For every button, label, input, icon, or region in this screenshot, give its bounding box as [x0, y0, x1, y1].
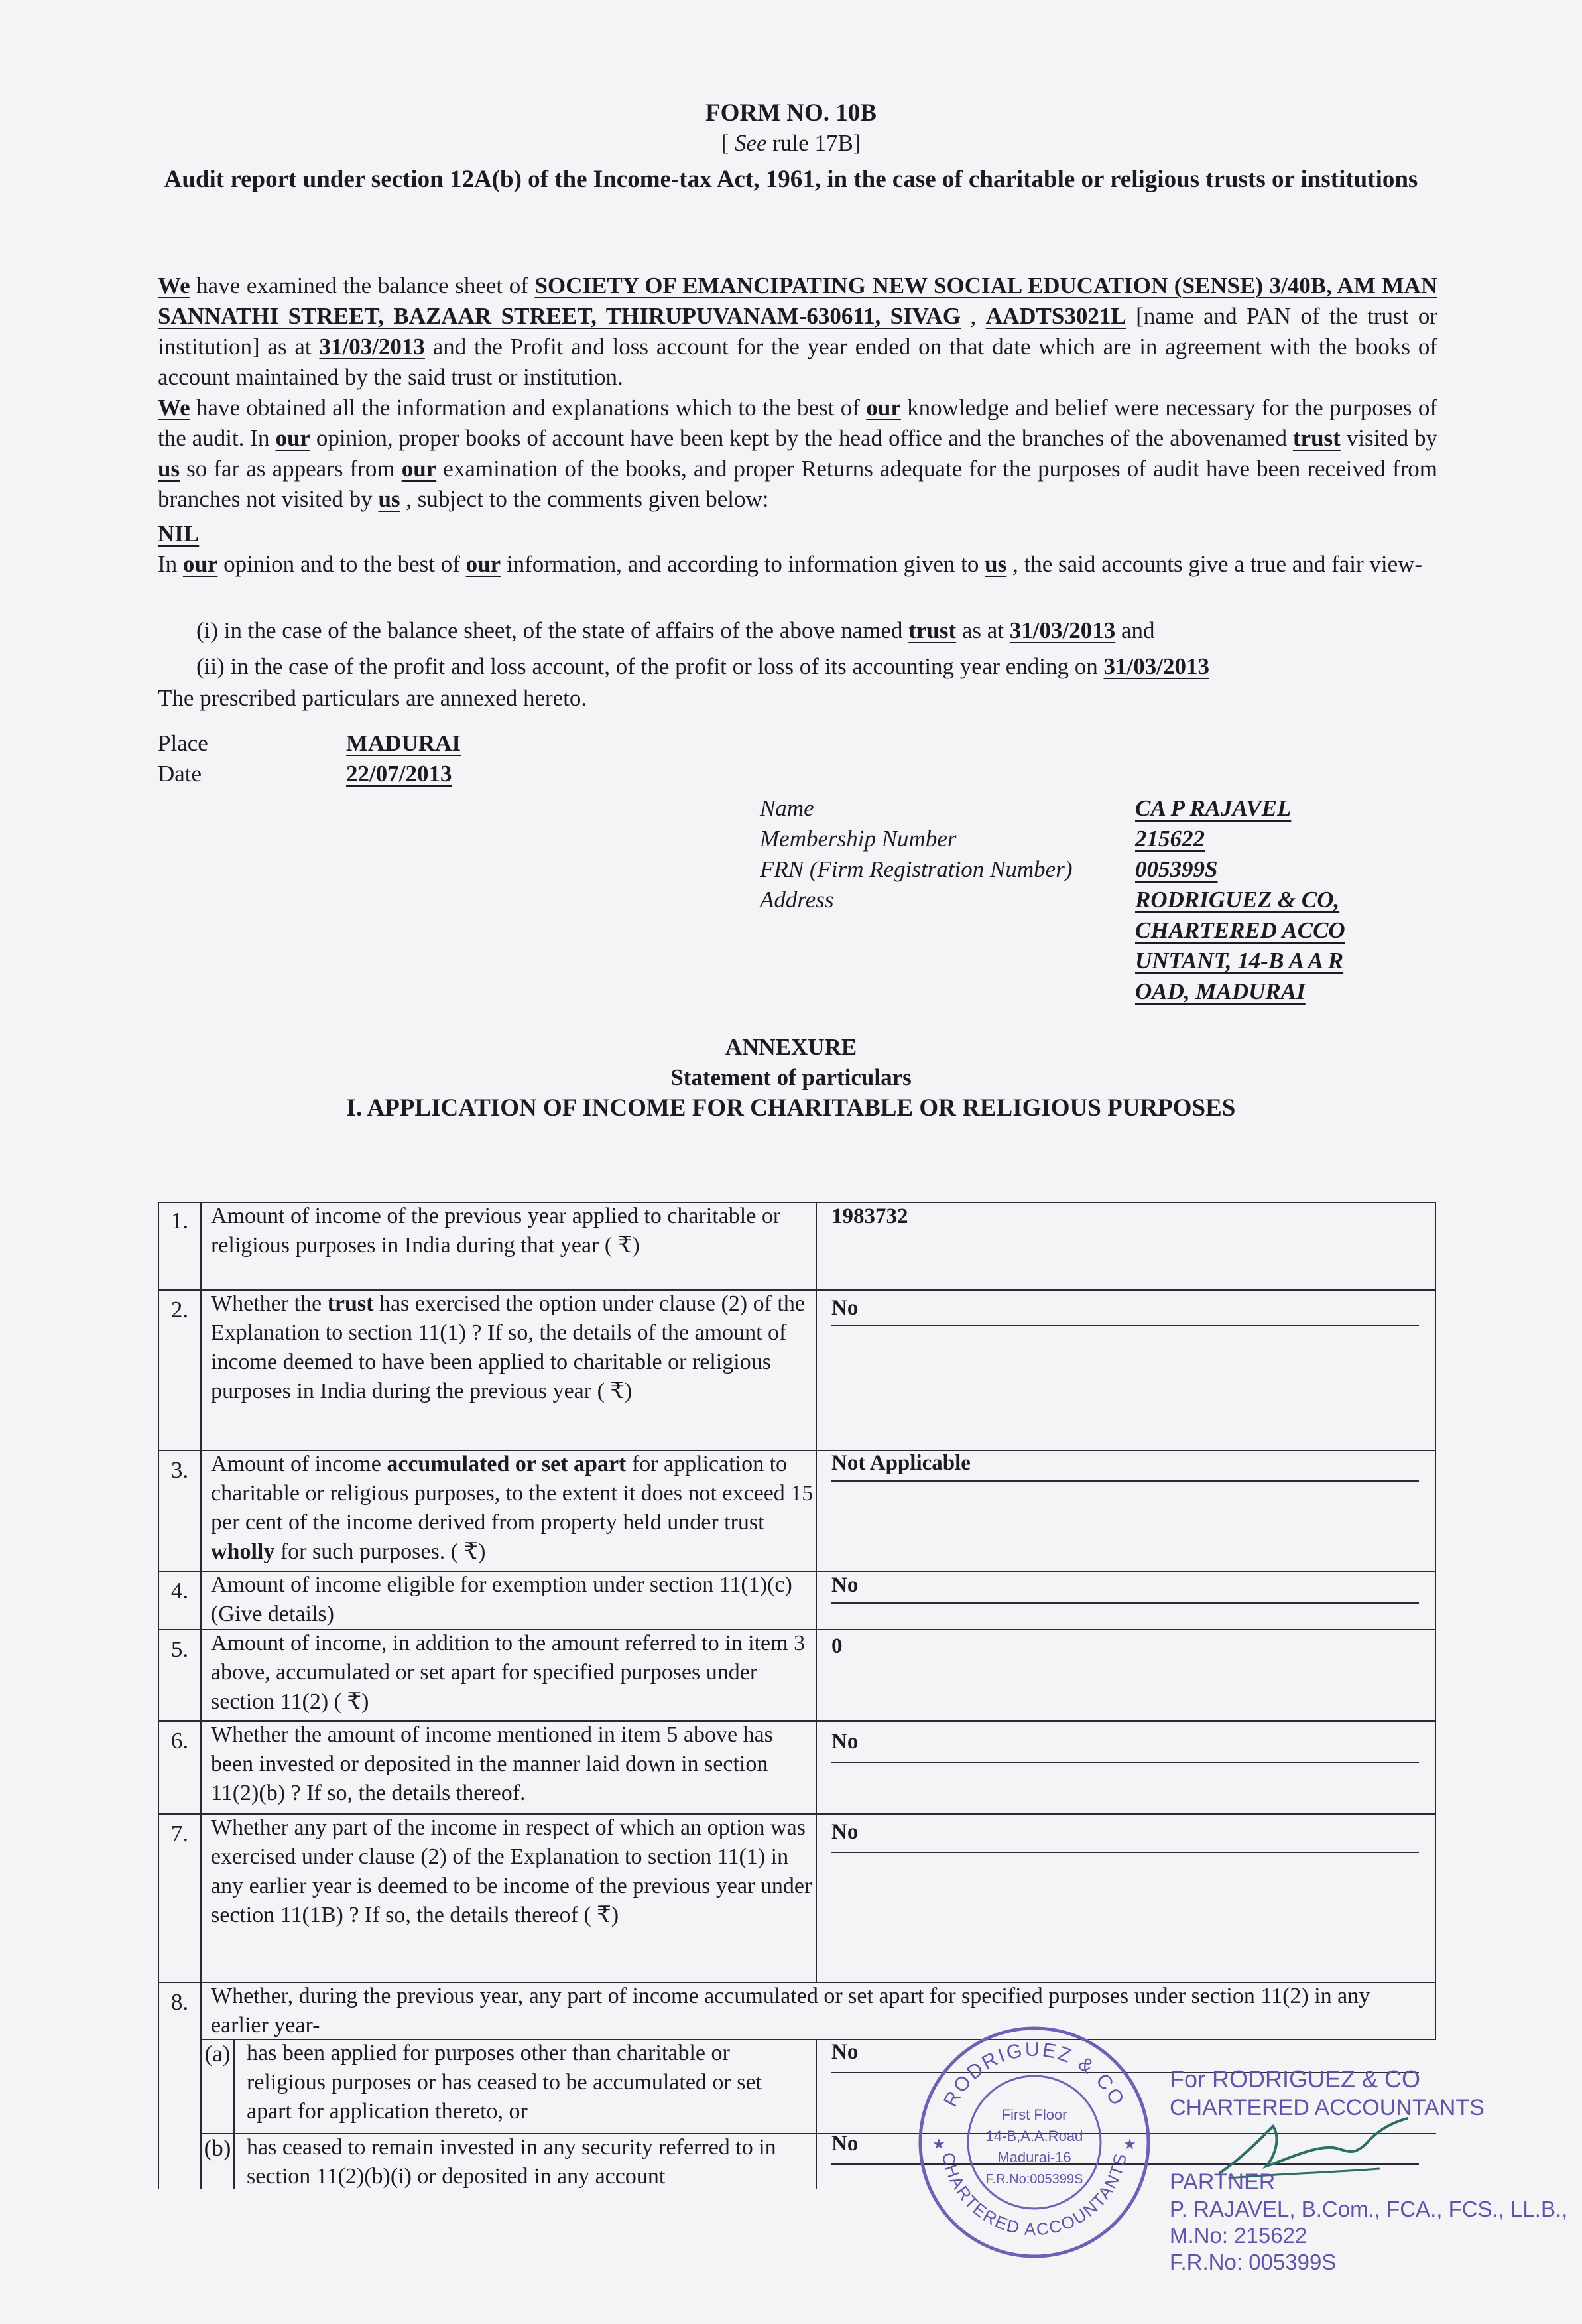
row-4-question: Amount of income eligible for exemption under section 11(1)(c) (Give details) [211, 1573, 792, 1626]
i-text-b: as at [956, 617, 1010, 643]
row-3-answer: Not Applicable [831, 1451, 971, 1475]
row-6-question: Whether the amount of income mentioned in item 5 above has been invested or deposited in the manner laid down in section 11(2)(b) ? If so, the details thereof. [211, 1722, 773, 1805]
we-1: We [158, 273, 190, 298]
ii-date: 31/03/2013 [1103, 653, 1209, 679]
our-3: our [401, 456, 437, 482]
annexure-title: ANNEXURE [725, 1034, 857, 1060]
rule-reference [0, 128, 1582, 158]
seal-star-right-icon: ★ [1123, 2136, 1136, 2152]
row-6-answer: No [831, 1730, 859, 1754]
rule-suffix: rule 17B] [766, 130, 861, 156]
i-text-a: (i) in the case of the balance sheet, of the state of affairs of the above named [196, 617, 909, 643]
rodriguez-seal-stamp [915, 2023, 1154, 2262]
row-7-answer: No [831, 1820, 859, 1844]
stamp-frn: F.R.No: 005399S [1170, 2250, 1337, 2274]
row-3-q-a: Amount of income [211, 1452, 387, 1476]
subrow-a-question: has been applied for purposes other than charitable or religious purposes or has ceased to be accumulated or set apart for application thereto, or [247, 2041, 762, 2124]
row-7-number: 7. [170, 1821, 189, 1846]
address-label: Address [760, 887, 834, 913]
p2-text-a: have obtained all the information and explanations which to the best of [190, 395, 867, 420]
seal-line-1: First Floor [1001, 2106, 1067, 2123]
i-date: 31/03/2013 [1009, 617, 1116, 643]
stamp-partner-name: P. RAJAVEL, B.Com., FCA., FCS., LL.B., [1170, 2197, 1568, 2221]
row-2-q-a: Whether the [211, 1291, 328, 1316]
form-number: FORM NO. 10B [705, 99, 877, 127]
p2-text-e: so far as appears from [180, 456, 402, 482]
seal-line-4: F.R.No:005399S [985, 2172, 1083, 2187]
trust-1: trust [1292, 425, 1341, 451]
row-1-number: 1. [170, 1208, 189, 1234]
date-value: 22/07/2013 [346, 761, 452, 787]
annexure-subtitle: Statement of particulars [670, 1065, 912, 1090]
stamp-for-firm: For RODRIGUEZ & CO [1170, 2065, 1421, 2093]
stamp-membership: M.No: 215622 [1170, 2223, 1308, 2248]
p1-text-b: , [961, 303, 986, 329]
membership-number: 215622 [1135, 826, 1205, 852]
trust-2: trust [908, 617, 957, 643]
seal-ring-top: RODRIGUEZ & CO [939, 2038, 1130, 2111]
report-paragraph-2 [158, 393, 1437, 515]
subrow-b-answer: No [831, 2132, 859, 2156]
seal-line-2: 14-B,A.A.Road [985, 2128, 1083, 2144]
our-1: our [866, 395, 901, 420]
p1-text-c: [name and PAN of the trust or institution] as at [158, 303, 1437, 359]
row-8-number: 8. [170, 1989, 189, 2015]
our-2: our [275, 425, 310, 451]
p3-text-a: opinion and to the best of [217, 551, 466, 577]
row-6-number: 6. [170, 1728, 189, 1754]
row-3-q-b: accumulated or set apart [387, 1452, 627, 1476]
auditor-name-label: Name [760, 795, 814, 821]
date-label: Date [158, 761, 202, 787]
address-line-3: UNTANT, 14-B A A R [1135, 948, 1344, 974]
p1-text-a: have examined the balance sheet of [190, 273, 535, 298]
row-8-question: Whether, during the previous year, any part of income accumulated or set apart for specified purposes under section 11(2) in any earlier year- [211, 1984, 1370, 2037]
frn-number: 005399S [1135, 856, 1218, 882]
p2-text-c: opinion, proper books of account have been kept by the head office and the branches of the abovenamed [310, 425, 1293, 451]
comments-nil: NIL [158, 521, 200, 547]
annexed-note: The prescribed particulars are annexed hereto. [158, 685, 587, 711]
report-paragraph-1 [158, 271, 1437, 393]
entity-name: SOCIETY OF EMANCIPATING NEW SOCIAL EDUCATION (SENSE) 3/40B, AM MAN SANNATHI STREET, BAZAAR STREET, THIRUPUVANAM-630611, SIVAG [158, 273, 1438, 329]
row-5-question: Amount of income, in addition to the amount referred to in item 3 above, accumulated or set apart for specified purposes under section 11(2) ( ₹) [211, 1631, 806, 1714]
p3-in: In [158, 551, 183, 577]
annexure-section: I. APPLICATION OF INCOME FOR CHARITABLE OR RELIGIOUS PURPOSES [346, 1094, 1236, 1122]
row-1-question: Amount of income of the previous year applied to charitable or religious purposes in India during that year ( ₹) [211, 1204, 781, 1258]
row-3-q-c: for application to charitable or religious purposes, to the extent it does not exceed 15 per cent of the income derived from property held under trust [211, 1452, 814, 1535]
address-line-1: RODRIGUEZ & CO, [1135, 887, 1340, 913]
view-profit-loss [196, 651, 1209, 681]
row-2-question [211, 1289, 816, 1406]
us-3: us [985, 551, 1007, 577]
view-balance-sheet [196, 615, 1155, 645]
row-2-answer: No [831, 1296, 859, 1320]
balance-sheet-date: 31/03/2013 [319, 334, 425, 359]
stamp-partner: PARTNER [1170, 2169, 1276, 2195]
p1-text-d: and the Profit and loss account for the year ended on that date which are in agreement with the books of account maintained by the said trust or institution. [158, 334, 1437, 390]
row-4-number: 4. [170, 1578, 189, 1604]
form-heading: Audit report under section 12A(b) of the Income-tax Act, 1961, in the case of charitable or religious trusts or institutions [164, 166, 1418, 193]
rule-see: See [734, 130, 767, 156]
place-label: Place [158, 730, 208, 756]
entity-pan: AADTS3021L [985, 303, 1126, 329]
subrow-a-answer: No [831, 2040, 859, 2064]
row-3-q-d: wholly [211, 1539, 275, 1564]
stamp-for-designation: CHARTERED ACCOUNTANTS [1170, 2095, 1485, 2120]
membership-label: Membership Number [760, 826, 957, 852]
p2-text-g: , subject to the comments given below: [400, 486, 769, 512]
address-line-2: CHARTERED ACCO [1135, 917, 1345, 943]
auditor-name: CA P RAJAVEL [1135, 795, 1292, 821]
row-3-question [211, 1450, 816, 1567]
p2-text-b: knowledge and belief were necessary for the purposes of the audit. In [158, 395, 1437, 451]
us-1: us [158, 456, 180, 482]
our-5: our [465, 551, 501, 577]
subrow-b-number: (b) [204, 2135, 231, 2161]
ii-text-a: (ii) in the case of the profit and loss account, of the profit or loss of its accounting year ending on [196, 653, 1104, 679]
row-2-q-b: trust [327, 1291, 374, 1316]
subrow-a-number: (a) [204, 2041, 231, 2067]
us-2: us [378, 486, 400, 512]
row-5-answer: 0 [831, 1634, 843, 1658]
row-4-answer: No [831, 1573, 859, 1597]
our-4: our [182, 551, 218, 577]
p2-text-d: visited by [1340, 425, 1437, 451]
row-2-q-c: has exercised the option under clause (2) of the Explanation to section 11(1) ? If so, the details of the amount of income deemed to have been applied to charitable or religious purposes in India during the previous year ( ₹) [211, 1291, 805, 1403]
p3-text-c: , the said accounts give a true and fair view- [1006, 551, 1423, 577]
subrow-b-question: has ceased to remain invested in any security referred to in section 11(2)(b)(i) or deposited in any account [247, 2135, 776, 2189]
place-value: MADURAI [346, 730, 461, 756]
seal-star-left-icon: ★ [932, 2136, 945, 2152]
address-line-4: OAD, MADURAI [1135, 978, 1306, 1004]
frn-label: FRN (Firm Registration Number) [760, 856, 1073, 882]
we-2: We [158, 395, 190, 420]
seal-line-3: Madurai-16 [997, 2149, 1071, 2165]
row-3-q-e: for such purposes. ( ₹) [274, 1539, 486, 1564]
report-paragraph-3 [158, 549, 1437, 580]
i-text-c: and [1115, 617, 1155, 643]
rule-prefix: [ [721, 130, 735, 156]
p2-text-f: examination of the books, and proper Returns adequate for the purposes of audit have been received from branches not visited by [158, 456, 1437, 512]
row-5-number: 5. [170, 1636, 189, 1662]
row-3-number: 3. [170, 1457, 189, 1483]
row-1-answer: 1983732 [831, 1204, 908, 1228]
p3-text-b: information, and according to information given to [501, 551, 985, 577]
row-2-number: 2. [170, 1297, 189, 1323]
seal-ring-bottom: CHARTERED ACCOUNTANTS [938, 2150, 1131, 2240]
row-7-question: Whether any part of the income in respect of which an option was exercised under clause (2) of the Explanation to section 11(1) in any earlier year is deemed to be income of the previous year under section 11(1B) ? If so, the details thereof ( ₹) [211, 1815, 812, 1927]
